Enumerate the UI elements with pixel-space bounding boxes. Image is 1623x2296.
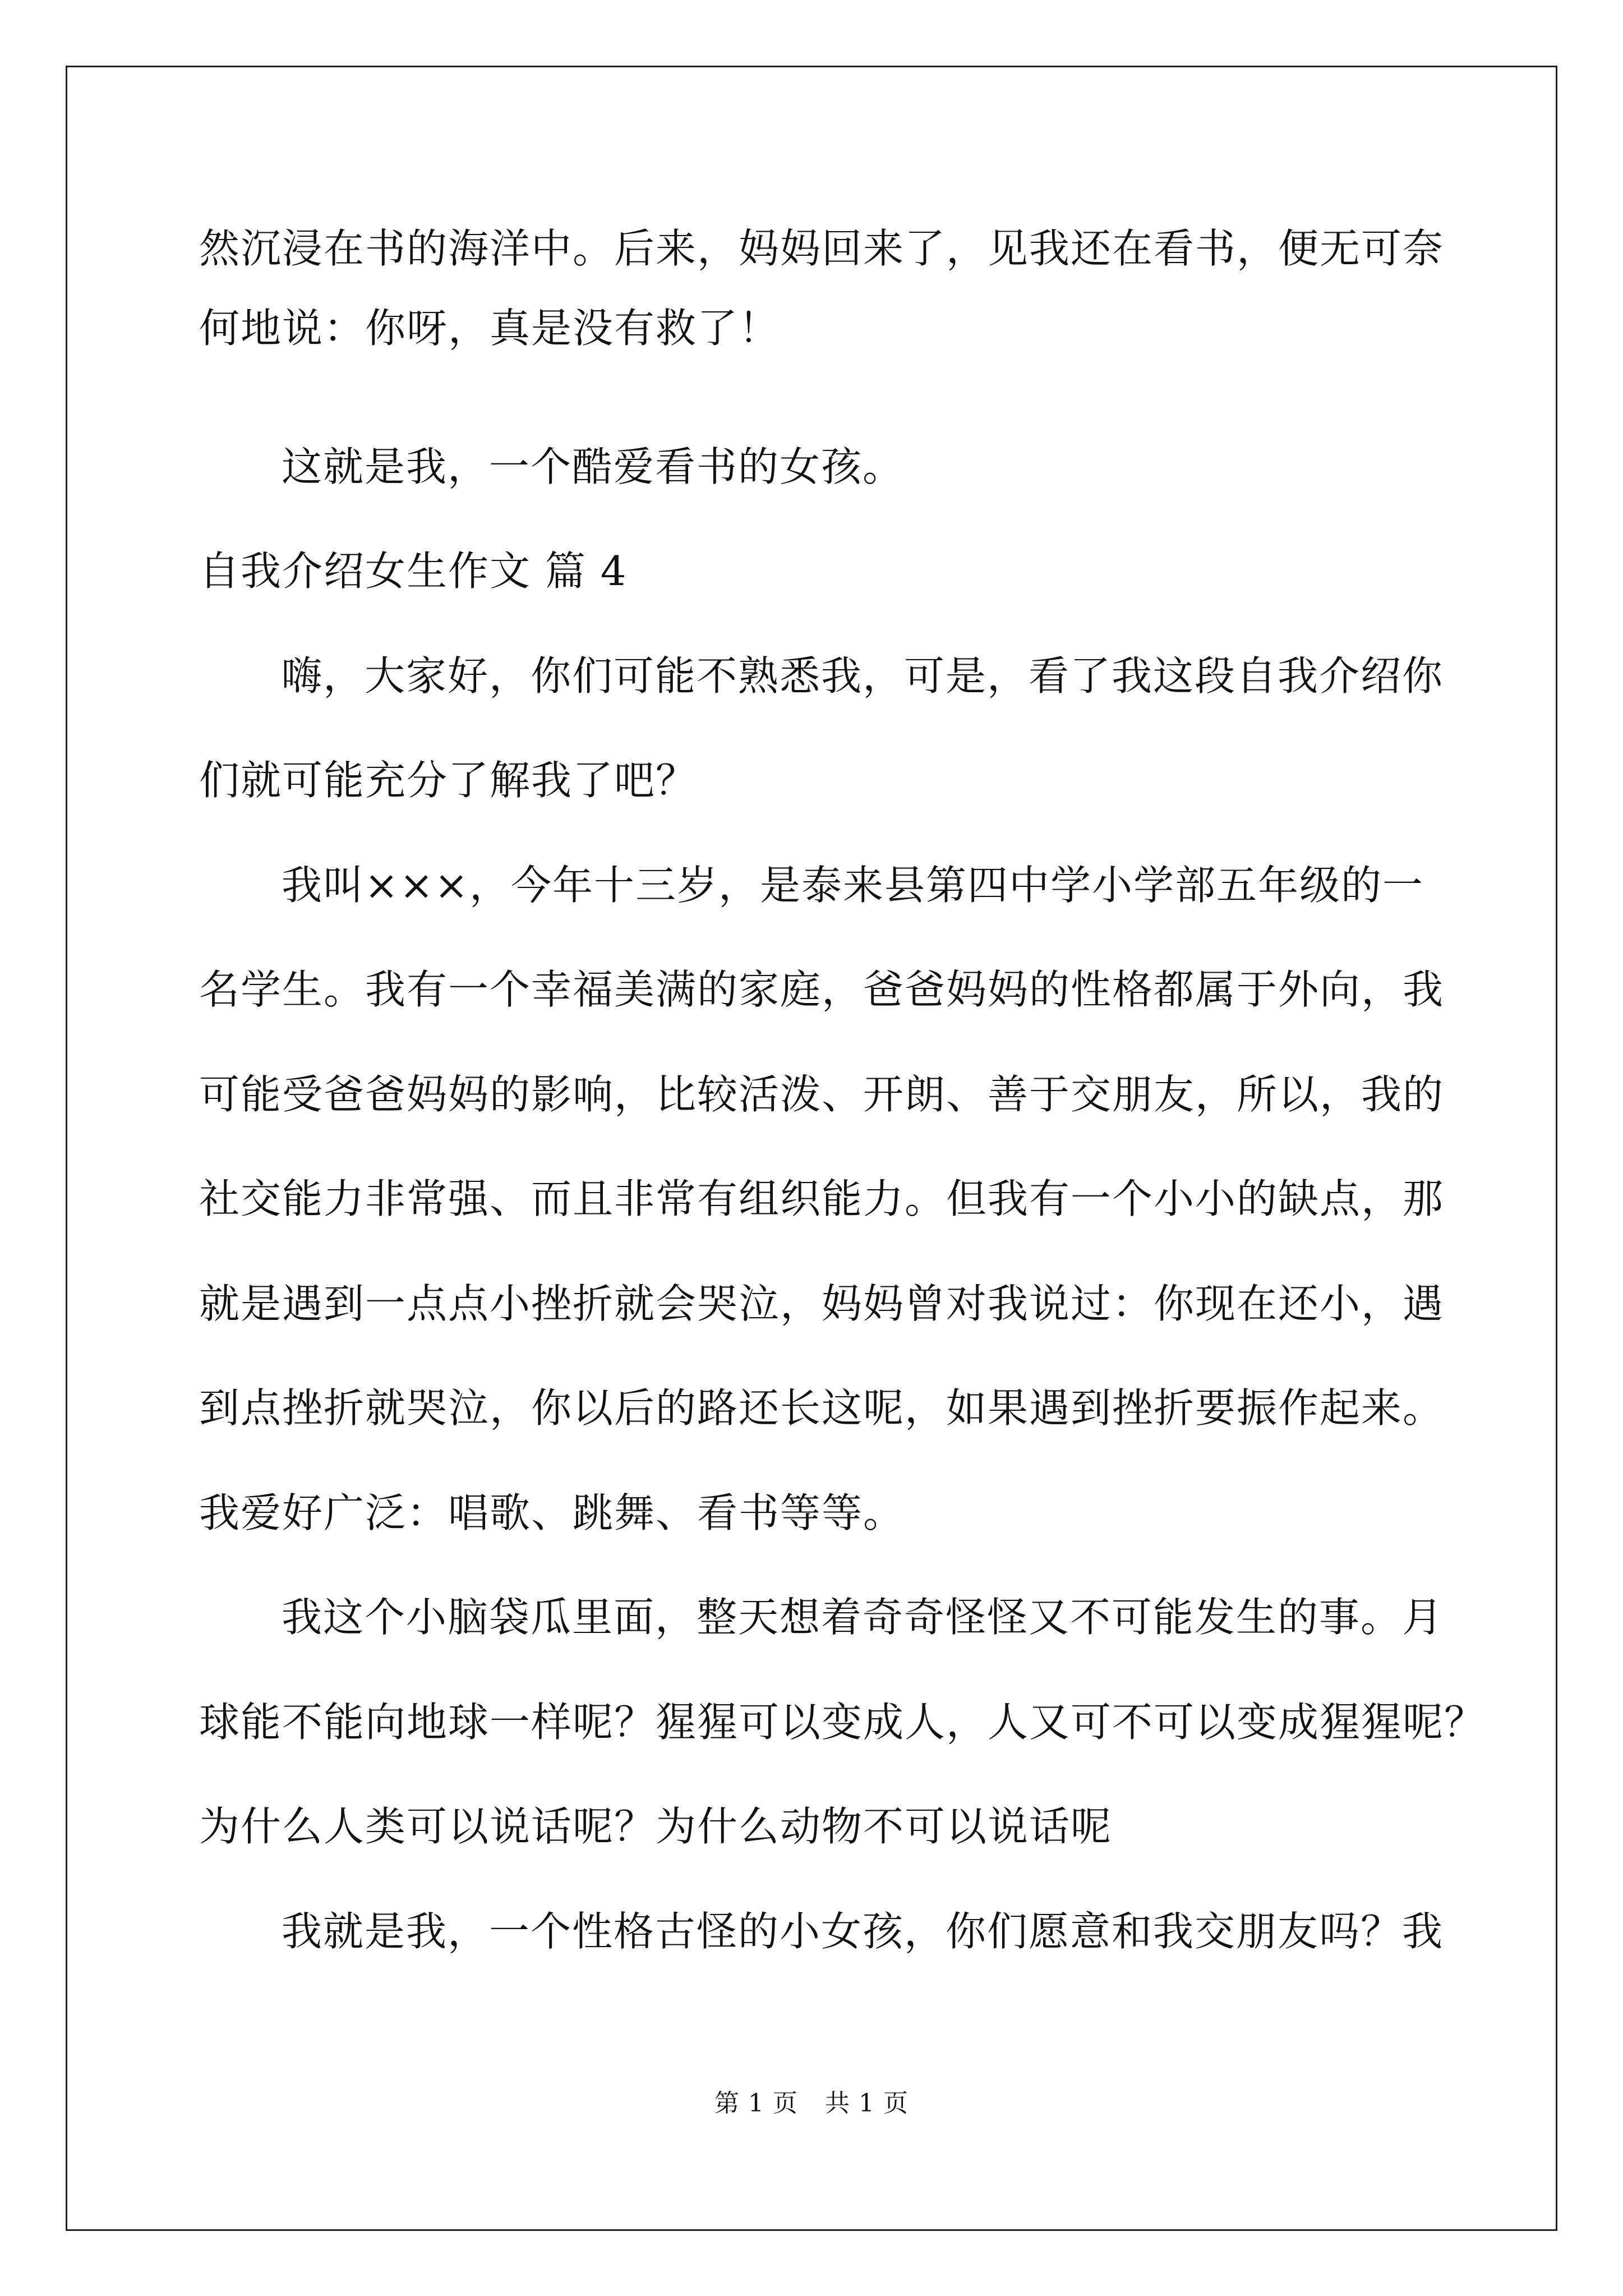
body-line-2: 何地说：你呀，真是没有救了！ <box>199 305 781 352</box>
page-total: 共 1 页 <box>825 2089 909 2118</box>
body-line-8: 名学生。我有一个幸福美满的家庭，爸爸妈妈的性格都属于外向，我 <box>199 966 1445 1013</box>
body-line-14: 我这个小脑袋瓜里面，整天想着奇奇怪怪又不可能发生的事。月 <box>282 1594 1444 1641</box>
body-line-7: 我叫×××，今年十三岁，是泰来县第四中学小学部五年级的一 <box>282 862 1424 909</box>
body-line-17: 我就是我，一个性格古怪的小女孩，你们愿意和我交朋友吗？我 <box>282 1908 1444 1955</box>
body-line-9: 可能受爸爸妈妈的影响，比较活泼、开朗、善于交朋友，所以，我的 <box>199 1071 1445 1118</box>
body-line-12: 到点挫折就哭泣，你以后的路还长这呢，如果遇到挫折要振作起来。 <box>199 1384 1445 1432</box>
body-line-13: 我爱好广泛：唱歌、跳舞、看书等等。 <box>199 1489 905 1536</box>
body-line-3: 这就是我，一个酷爱看书的女孩。 <box>282 443 905 490</box>
body-line-16: 为什么人类可以说话呢？为什么动物不可以说话呢 <box>199 1803 1113 1850</box>
body-line-10: 社交能力非常强、而且非常有组织能力。但我有一个小小的缺点，那 <box>199 1175 1445 1222</box>
page-footer <box>0 2087 1623 2120</box>
page-number: 第 1 页 <box>714 2089 798 2118</box>
section-heading: 自我介绍女生作文 篇 4 <box>199 547 628 595</box>
body-line-11: 就是遇到一点点小挫折就会哭泣，妈妈曾对我说过：你现在还小，遇 <box>199 1280 1445 1327</box>
body-line-15: 球能不能向地球一样呢？猩猩可以变成人，人又可不可以变成猩猩呢？ <box>199 1699 1486 1746</box>
body-line-6: 们就可能充分了解我了吧？ <box>199 757 698 804</box>
body-line-5: 嗨，大家好，你们可能不熟悉我，可是，看了我这段自我介绍你 <box>282 652 1444 700</box>
body-line-1: 然沉浸在书的海洋中。后来，妈妈回来了，见我还在看书，便无可奈 <box>199 225 1445 272</box>
